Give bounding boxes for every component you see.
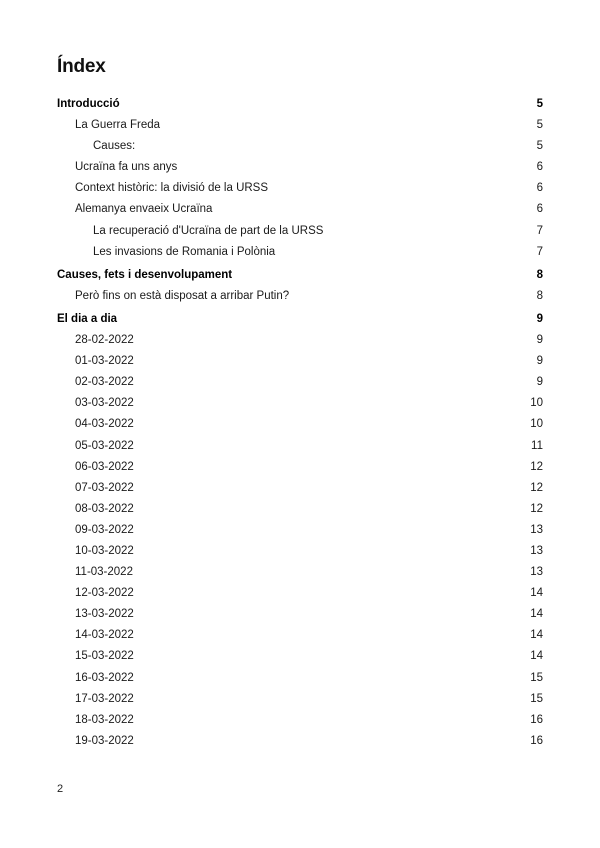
toc-entry-title: 09-03-2022 [75,523,134,536]
toc-entry-page: 7 [536,245,543,258]
toc-entry-page: 13 [530,523,543,536]
toc-entry[interactable] [0,604,600,625]
toc-entry[interactable] [0,221,600,242]
toc-entry-page: 16 [530,713,543,726]
toc-entry-title: 03-03-2022 [75,397,134,410]
toc-entry[interactable] [0,372,600,393]
table-of-contents [0,94,600,752]
toc-entry-title: Context històric: la divisió de la URSS [75,182,269,195]
toc-entry[interactable] [0,541,600,562]
toc-entry[interactable] [0,583,600,604]
toc-entry-page: 16 [530,734,543,747]
toc-entry-page: 6 [536,182,543,195]
toc-entry-page: 12 [530,460,543,473]
toc-entry-title: 13-03-2022 [75,608,134,621]
toc-entry[interactable] [0,115,600,136]
toc-entry-page: 6 [536,161,543,174]
toc-entry[interactable] [0,94,600,115]
toc-entry-page: 9 [536,355,543,368]
toc-entry-title: 11-03-2022 [75,566,133,579]
toc-entry-title: 08-03-2022 [75,502,134,515]
toc-entry[interactable] [0,242,600,263]
toc-entry-title: Alemanya envaeix Ucraïna [75,203,213,216]
toc-entry[interactable] [0,562,600,583]
toc-entry-page: 9 [536,376,543,389]
toc-entry-title: 15-03-2022 [75,650,134,663]
toc-entry-page: 9 [536,312,543,325]
toc-entry-title: 28-02-2022 [75,334,134,347]
toc-entry-title: 17-03-2022 [75,692,134,705]
toc-entry[interactable] [0,178,600,199]
toc-entry[interactable] [0,199,600,220]
footer-page-number: 2 [57,783,64,795]
toc-entry-title: 10-03-2022 [75,544,134,557]
toc-entry-page: 13 [530,566,543,579]
toc-entry[interactable] [0,457,600,478]
toc-entry-title: 18-03-2022 [75,713,134,726]
toc-entry-page: 7 [536,224,543,237]
toc-entry-page: 5 [536,119,543,132]
toc-entry-title: 19-03-2022 [75,734,134,747]
toc-entry-title: 05-03-2022 [75,439,134,452]
toc-entry-page: 10 [530,418,543,431]
toc-entry[interactable] [0,393,600,414]
toc-entry-title: 07-03-2022 [75,481,134,494]
toc-entry-title: 01-03-2022 [75,355,134,368]
toc-entry-title: Causes, fets i desenvolupament [57,268,233,281]
page-title: Índex [57,56,106,77]
toc-entry[interactable] [0,625,600,646]
toc-entry-page: 12 [530,502,543,515]
toc-entry[interactable] [0,265,600,286]
toc-entry-title: El dia a dia [57,312,118,325]
toc-entry-page: 10 [530,397,543,410]
toc-entry-title: Ucraïna fa uns anys [75,161,178,174]
toc-entry[interactable] [0,157,600,178]
toc-entry-title: 16-03-2022 [75,671,134,684]
toc-entry[interactable] [0,731,600,752]
toc-entry[interactable] [0,689,600,710]
toc-entry-title: 06-03-2022 [75,460,134,473]
toc-entry-page: 5 [536,140,543,153]
toc-entry[interactable] [0,136,600,157]
toc-entry-page: 14 [530,629,543,642]
toc-entry-page: 13 [530,544,543,557]
toc-entry-page: 9 [536,334,543,347]
toc-entry[interactable] [0,330,600,351]
toc-entry-page: 11 [531,439,543,452]
toc-entry-page: 15 [530,671,543,684]
toc-entry-page: 15 [530,692,543,705]
toc-entry-page: 8 [536,289,543,302]
toc-entry-page: 6 [536,203,543,216]
toc-entry[interactable] [0,478,600,499]
toc-entry-page: 5 [536,98,543,110]
toc-entry-page: 12 [530,481,543,494]
toc-entry-page: 14 [530,587,543,600]
toc-entry[interactable] [0,414,600,435]
toc-entry-title: Les invasions de Romania i Polònia [93,245,276,258]
toc-entry-title: 04-03-2022 [75,418,134,431]
toc-entry-page: 14 [530,608,543,621]
toc-entry-title: 12-03-2022 [75,587,134,600]
toc-entry-title: 14-03-2022 [75,629,134,642]
toc-entry-title: 02-03-2022 [75,376,134,389]
toc-entry[interactable] [0,436,600,457]
toc-entry-title: La recuperació d'Ucraïna de part de la URSS [93,224,324,237]
toc-entry-title: Introducció [57,98,120,110]
toc-entry[interactable] [0,520,600,541]
toc-entry-page: 14 [530,650,543,663]
toc-entry-title: La Guerra Freda [75,119,161,132]
toc-entry[interactable] [0,668,600,689]
toc-entry[interactable] [0,309,600,330]
toc-entry-page: 8 [536,268,543,281]
toc-entry[interactable] [0,286,600,307]
toc-entry-title: Però fins on està disposat a arribar Putin? [75,289,290,302]
toc-entry[interactable] [0,351,600,372]
toc-entry[interactable] [0,499,600,520]
toc-entry[interactable] [0,646,600,667]
toc-entry[interactable] [0,710,600,731]
toc-entry-title: Causes: [93,140,136,153]
